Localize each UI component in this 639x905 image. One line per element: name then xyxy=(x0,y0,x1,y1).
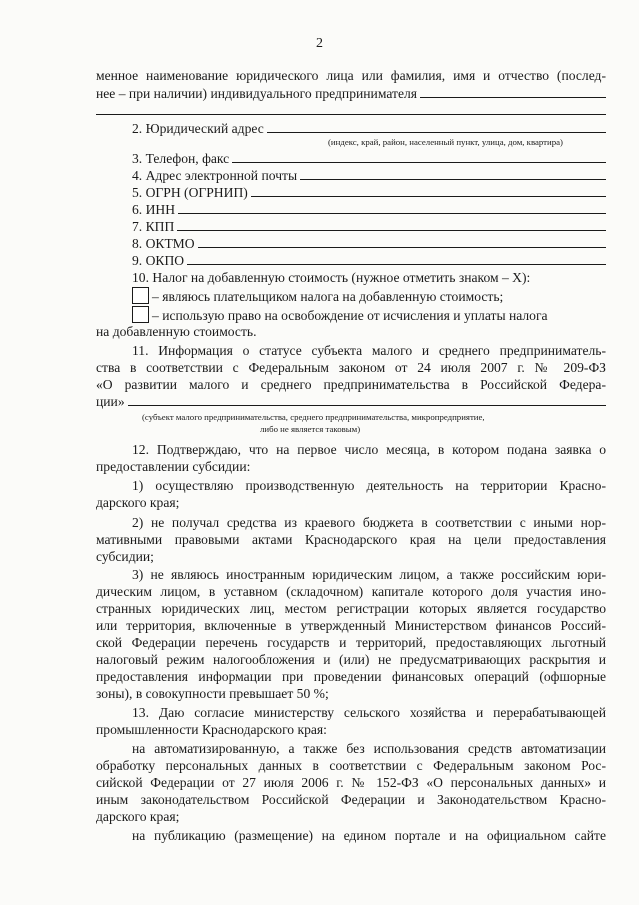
text-line: 12. Подтверждаю, что на первое число месяца, в котором подана заявка о xyxy=(132,442,606,457)
oktmo-field: 8. ОКТМО xyxy=(132,236,606,252)
blank-line xyxy=(198,236,606,248)
text-line: субсидии; xyxy=(96,549,154,564)
blank-line xyxy=(267,121,606,133)
text-line: сийской Федерации от 27 июля 2006 г. № 152-ФЗ «О персональных данных» и xyxy=(96,775,606,790)
blank-line xyxy=(251,185,606,197)
blank-line xyxy=(128,394,606,406)
text-line: дарского края; xyxy=(96,495,180,510)
text-line: ской Федерации перечень государств и территорий, предоставляющих льготный xyxy=(96,635,606,650)
text-line: иным законодательством Российской Федерации и Законодательством Красно- xyxy=(96,792,606,807)
text-line: налоговый режим налогообложения и (или) не предусматривающих раскрытия и xyxy=(96,652,606,667)
text-line: 3) не являюсь иностранным юридическим лицом, а также российским юри- xyxy=(132,567,606,582)
text-line: на автоматизированную, а также без использования средств автоматизации xyxy=(132,741,606,756)
inn-field: 6. ИНН xyxy=(132,202,606,218)
text-line: дарского края; xyxy=(96,809,180,824)
applicant-name-field: нее – при наличии) индивидуального предпринимателя xyxy=(96,86,606,102)
text-line: обработку персональных данных в соответствии с Федеральным законом Рос- xyxy=(96,758,606,773)
text-line: дическим лицом, в уставном (складочном) капитале которого доля участия ино- xyxy=(96,584,606,599)
page-number: 2 xyxy=(316,36,323,51)
vat-option-exempt: – использую право на освобождение от исчисления и уплаты налога xyxy=(132,306,548,324)
sme-status-hint: либо не является таковым) xyxy=(260,424,361,434)
text-line: мативными правовыми актами Краснодарского края на цели предоставления xyxy=(96,532,606,547)
text-line: 13. Даю согласие министерству сельского хозяйства и перерабатывающей xyxy=(132,705,606,720)
text-line: 1) осуществляю производственную деятельность на территории Красно- xyxy=(132,478,606,493)
vat-option-payer: – являюсь плательщиком налога на добавленную стоимость; xyxy=(132,287,503,305)
blank-line xyxy=(178,202,606,214)
ogrn-field: 5. ОГРН (ОГРНИП) xyxy=(132,185,606,201)
text-line: на добавленную стоимость. xyxy=(96,324,257,339)
blank-line xyxy=(177,219,606,231)
text-line: менное наименование юридического лица или фамилия, имя и отчество (послед- xyxy=(96,68,606,83)
blank-line xyxy=(232,151,606,163)
text-line: 2) не получал средства из краевого бюджета в соответствии с иными нор- xyxy=(132,515,606,530)
phone-fax-field: 3. Телефон, факс xyxy=(132,151,606,167)
text-line: предоставлении субсидии: xyxy=(96,459,251,474)
email-field: 4. Адрес электронной почты xyxy=(132,168,606,184)
blank-line xyxy=(420,86,606,98)
text-line: 11. Информация о статусе субъекта малого и среднего предприниматель- xyxy=(132,343,606,358)
text-line: «О развитии малого и среднего предпринимательства в Российской Федера- xyxy=(96,377,606,392)
blank-line xyxy=(187,253,606,265)
text-line: ства в соответствии с Федеральным законом от 24 июля 2007 г. № 209-ФЗ xyxy=(96,360,606,375)
sme-status-field: ции» xyxy=(96,394,606,410)
kpp-field: 7. КПП xyxy=(132,219,606,235)
okpo-field: 9. ОКПО xyxy=(132,253,606,269)
text-line: на публикацию (размещение) на едином портале и на официальном сайте xyxy=(132,828,606,843)
blank-line xyxy=(300,168,606,180)
text-line: предоставления информации при проведении финансовых операций (офшорные xyxy=(96,669,606,684)
vat-exempt-checkbox[interactable] xyxy=(132,306,149,323)
vat-heading: 10. Налог на добавленную стоимость (нужное отметить знаком – Х): xyxy=(132,270,531,285)
text-line: или территория, включенные в утвержденный Министерством финансов Россий- xyxy=(96,618,606,633)
text-line: промышленности Краснодарского края: xyxy=(96,722,327,737)
legal-address-field: 2. Юридический адрес xyxy=(132,121,606,137)
sme-status-hint: (субъект малого предпринимательства, среднего предпринимательства, микропредприятие, xyxy=(142,412,485,422)
text-line: зоны), в совокупности превышает 50 %; xyxy=(96,686,329,701)
blank-line xyxy=(96,114,606,115)
text-line: странных юридических лиц, местом регистрации которых является государство xyxy=(96,601,606,616)
address-hint: (индекс, край, район, населенный пункт, улица, дом, квартира) xyxy=(328,137,563,147)
vat-payer-checkbox[interactable] xyxy=(132,287,149,304)
